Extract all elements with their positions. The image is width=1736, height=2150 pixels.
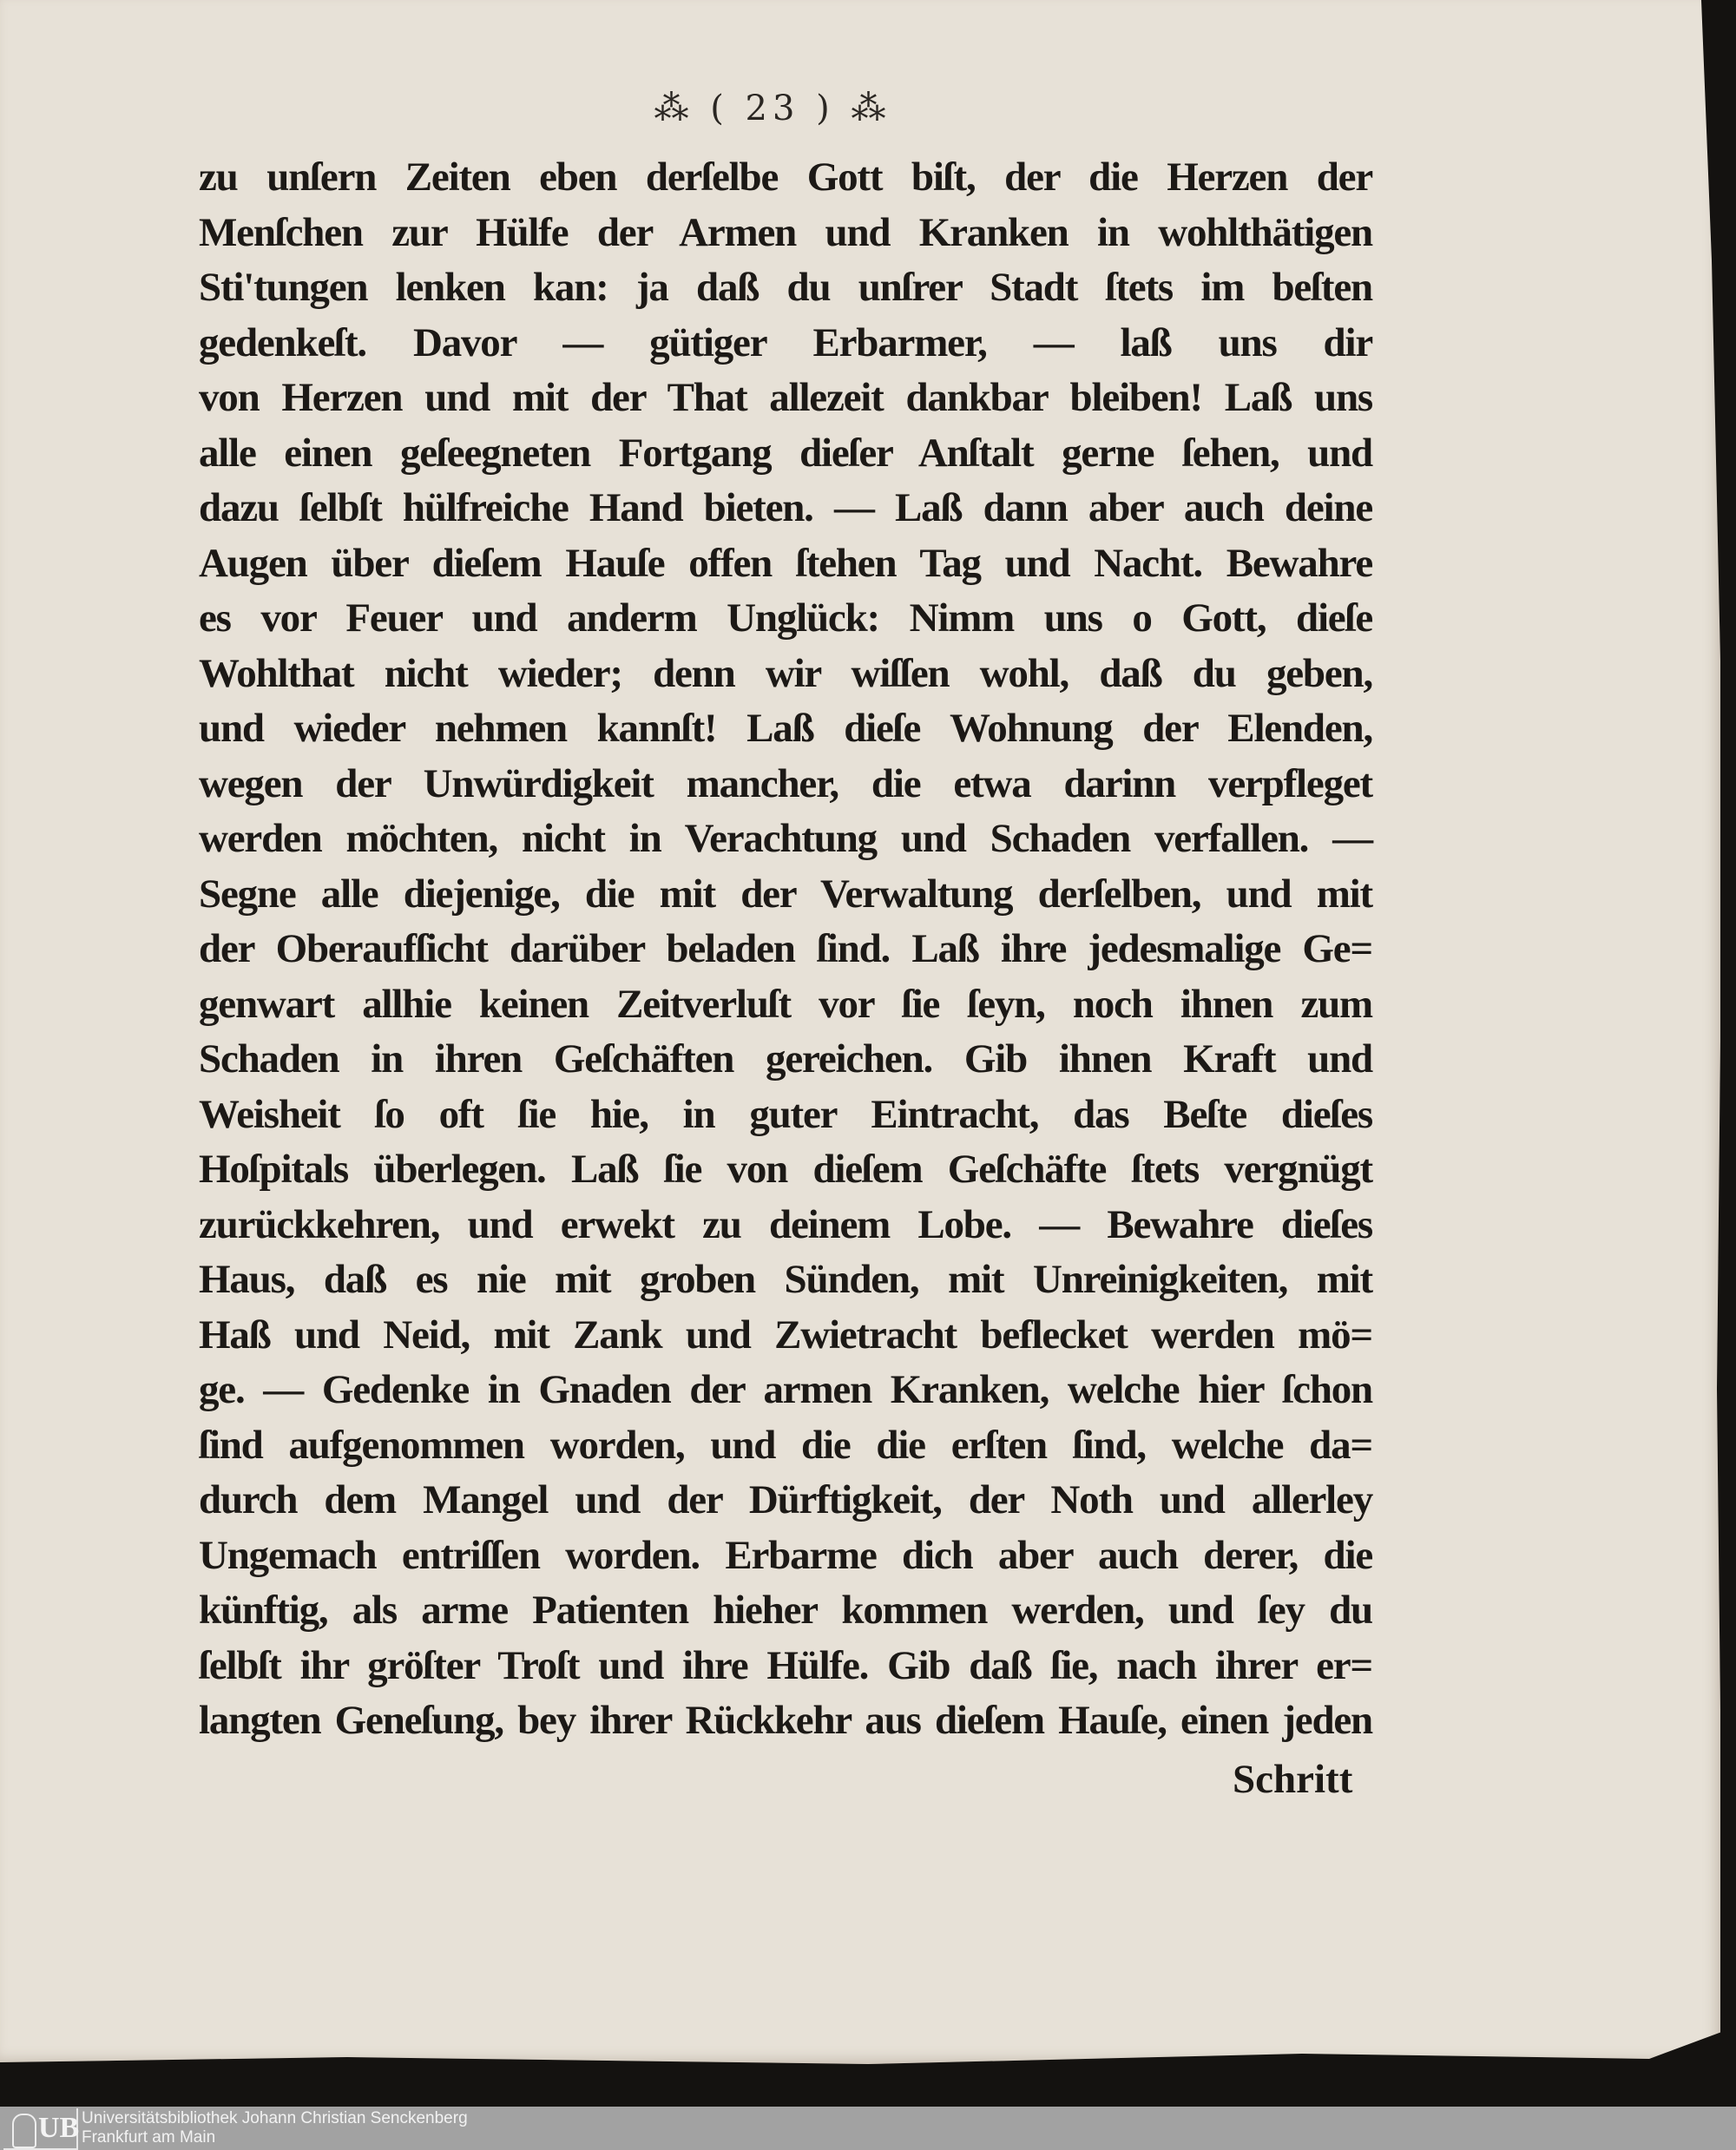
text-line: zu unſern Zeiten eben derſelbe Gott biſt, der die Herzen der bbox=[199, 155, 1372, 200]
portrait-icon bbox=[12, 2114, 36, 2148]
text-line: durch dem Mangel und der Dürftigkeit, der Noth und allerley bbox=[199, 1477, 1372, 1522]
text-line: künftig, als arme Patienten hieher kommen werden, und ſey du bbox=[199, 1588, 1372, 1633]
text-line: langten Geneſung, bey ihrer Rückkehr aus dieſem Hauſe, einen jeden bbox=[199, 1698, 1372, 1743]
body-text bbox=[199, 150, 1372, 1749]
text-line: dazu ſelbſt hülfreiche Hand bieten. — Laß dann aber auch deine bbox=[199, 485, 1372, 530]
text-line: werden möchten, nicht in Verachtung und Schaden verfallen. — bbox=[199, 816, 1372, 861]
text-line: Wohlthat nicht wieder; denn wir wiſſen wohl, daß du geben, bbox=[199, 650, 1372, 696]
text-line: wegen der Unwürdigkeit mancher, die etwa darinn verpfleget bbox=[199, 760, 1372, 806]
text-line: Sti'tungen lenken kan: ja daß du unſrer Stadt ſtets im beſten bbox=[199, 265, 1372, 310]
library-logo bbox=[3, 2108, 78, 2150]
text-line: Menſchen zur Hülfe der Armen und Kranken in wohlthätigen bbox=[199, 209, 1372, 255]
text-line: Ungemach entriſſen worden. Erbarme dich aber auch derer, die bbox=[199, 1532, 1372, 1578]
text-line: genwart allhie keinen Zeitverluſt vor ſie ſeyn, noch ihnen zum bbox=[199, 981, 1372, 1027]
library-name-line1: Universitätsbibliothek Johann Christian Senckenberg bbox=[82, 2109, 468, 2127]
text-line: der Oberaufſicht darüber beladen ſind. Laß ihre jedesmalige Ge= bbox=[199, 926, 1372, 971]
text-line: Segne alle diejenige, die mit der Verwaltung derſelben, und mit bbox=[199, 871, 1372, 917]
text-line: zurückkehren, und erwekt zu deinem Lobe. — Bewahre dieſes bbox=[199, 1201, 1372, 1247]
text-line: von Herzen und mit der That allezeit dankbar bleiben! Laß uns bbox=[199, 375, 1372, 420]
text-line: gedenkeſt. Davor — gütiger Erbarmer, — laß uns dir bbox=[199, 319, 1372, 365]
catchword: Schritt bbox=[1233, 1757, 1353, 1802]
library-name bbox=[82, 2109, 468, 2147]
text-line: ſelbſt ihr gröſter Troſt und ihre Hülfe. Gib daß ſie, nach ihrer er= bbox=[199, 1642, 1372, 1688]
library-name-line2: Frankfurt am Main bbox=[82, 2128, 216, 2147]
text-line: es vor Feuer und anderm Unglück: Nimm uns o Gott, dieſe bbox=[199, 595, 1372, 641]
text-line: Haß und Neid, mit Zank und Zwietracht beflecket werden mö= bbox=[199, 1312, 1372, 1358]
text-line: ge. — Gedenke in Gnaden der armen Kranken, welche hier ſchon bbox=[199, 1367, 1372, 1412]
text-line: Augen über dieſem Hauſe offen ſtehen Tag und Nacht. Bewahre bbox=[199, 540, 1372, 586]
text-line: Hoſpitals überlegen. Laß ſie von dieſem Geſchäfte ſtets vergnügt bbox=[199, 1147, 1372, 1192]
text-line: Haus, daß es nie mit groben Sünden, mit Unreinigkeiten, mit bbox=[199, 1257, 1372, 1302]
text-line: alle einen geſeegneten Fortgang dieſer Anſtalt gerne ſehen, und bbox=[199, 430, 1372, 476]
text-line: ſind aufgenommen worden, und die die erſten ſind, welche da= bbox=[199, 1422, 1372, 1468]
page-number-header: ⁂ ( 23 ) ⁂ bbox=[654, 89, 891, 128]
text-line: und wieder nehmen kannſt! Laß dieſe Wohnung der Elenden, bbox=[199, 706, 1372, 751]
text-line: Schaden in ihren Geſchäften gereichen. Gib ihnen Kraft und bbox=[199, 1036, 1372, 1082]
library-footer bbox=[0, 2107, 1736, 2150]
logo-text: UB bbox=[38, 2112, 80, 2144]
text-line: Weisheit ſo oft ſie hie, in guter Eintracht, das Beſte dieſes bbox=[199, 1091, 1372, 1137]
